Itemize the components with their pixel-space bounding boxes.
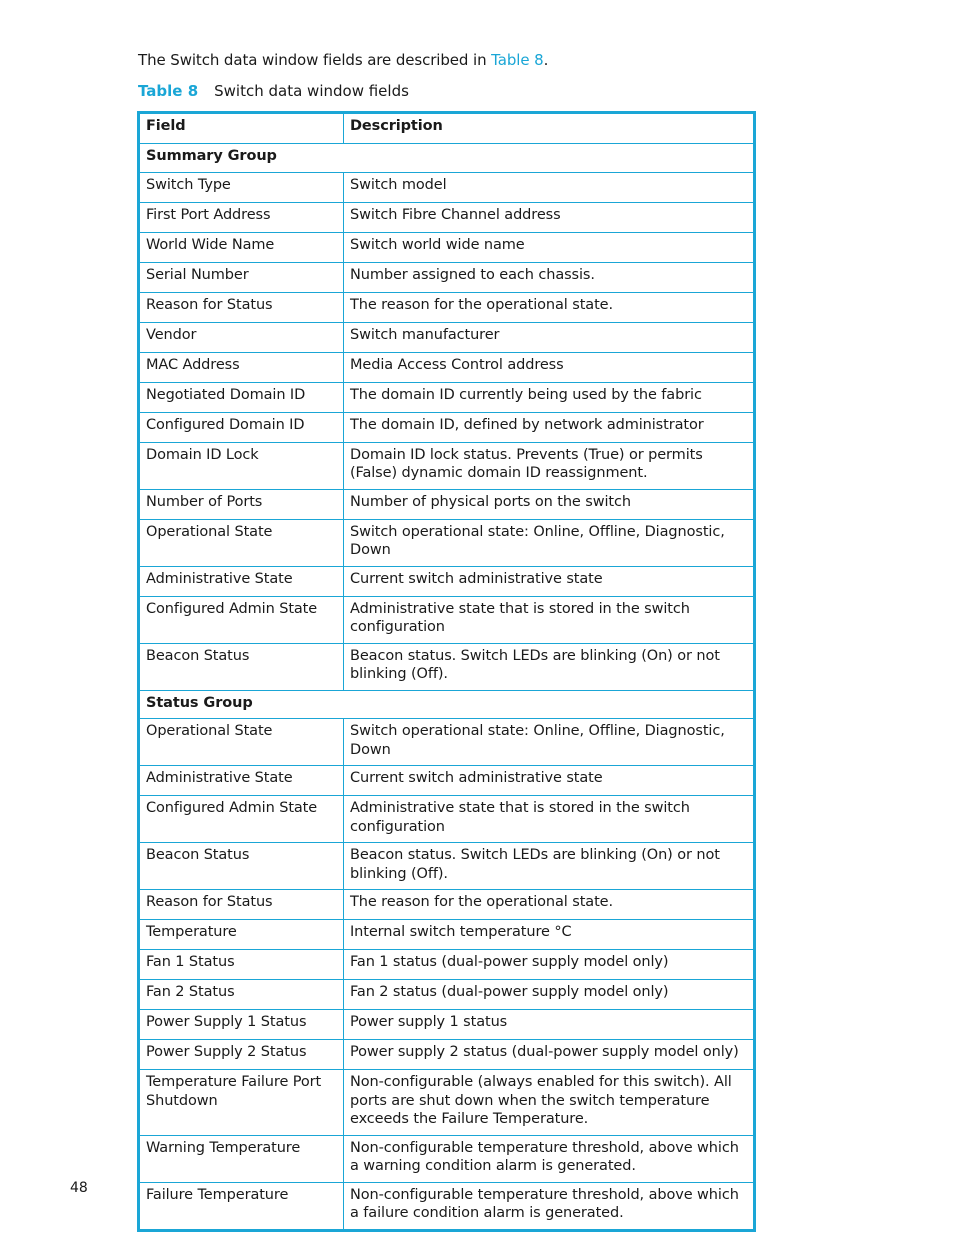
intro-text: The Switch data window fields are described in: [138, 51, 492, 69]
table-row: [139, 890, 755, 920]
table-header-row: [139, 113, 755, 144]
status-group-row: [139, 690, 755, 719]
field-name-cell: Domain ID Lock: [139, 442, 344, 489]
field-description-cell: Non-configurable temperature threshold, above which a failure condition alarm is generated.: [344, 1182, 755, 1230]
table-row: [139, 412, 755, 442]
field-description-cell: Power supply 2 status (dual-power supply model only): [344, 1040, 755, 1070]
switch-fields-table: [137, 111, 756, 1232]
table-row: [139, 920, 755, 950]
field-description-cell: Switch operational state: Online, Offline, Diagnostic, Down: [344, 719, 755, 766]
table-row: [139, 766, 755, 796]
table-row: [139, 382, 755, 412]
page-number: 48: [70, 1180, 88, 1196]
table-row: [139, 1040, 755, 1070]
summary-group-title: Summary Group: [139, 144, 755, 173]
table-caption: [138, 82, 409, 100]
table-row: [139, 796, 755, 843]
table-row: [139, 322, 755, 352]
field-description-cell: The reason for the operational state.: [344, 890, 755, 920]
field-name-cell: Configured Domain ID: [139, 412, 344, 442]
field-description-cell: Power supply 1 status: [344, 1010, 755, 1040]
table-row: [139, 596, 755, 643]
field-name-cell: Administrative State: [139, 566, 344, 596]
field-name-cell: Temperature Failure Port Shutdown: [139, 1070, 344, 1136]
field-name-cell: Vendor: [139, 322, 344, 352]
field-name-cell: Reason for Status: [139, 890, 344, 920]
table-row: [139, 202, 755, 232]
field-name-cell: Beacon Status: [139, 843, 344, 890]
field-description-cell: Domain ID lock status. Prevents (True) or permits (False) dynamic domain ID reassignment.: [344, 442, 755, 489]
table-row: [139, 519, 755, 566]
field-name-cell: Fan 1 Status: [139, 950, 344, 980]
field-name-cell: Operational State: [139, 519, 344, 566]
table-row: [139, 719, 755, 766]
header-field: Field: [139, 113, 344, 144]
field-name-cell: Operational State: [139, 719, 344, 766]
table-row: [139, 262, 755, 292]
field-description-cell: Media Access Control address: [344, 352, 755, 382]
field-description-cell: Fan 2 status (dual-power supply model only): [344, 980, 755, 1010]
field-description-cell: Switch Fibre Channel address: [344, 202, 755, 232]
field-name-cell: Temperature: [139, 920, 344, 950]
table-row: [139, 1135, 755, 1182]
field-name-cell: Reason for Status: [139, 292, 344, 322]
field-description-cell: Switch world wide name: [344, 232, 755, 262]
field-description-cell: Beacon status. Switch LEDs are blinking (On) or not blinking (Off).: [344, 643, 755, 690]
table-row: [139, 566, 755, 596]
field-name-cell: World Wide Name: [139, 232, 344, 262]
field-description-cell: Administrative state that is stored in the switch configuration: [344, 596, 755, 643]
field-name-cell: Fan 2 Status: [139, 980, 344, 1010]
status-group-title: Status Group: [139, 690, 755, 719]
table-row: [139, 172, 755, 202]
field-name-cell: Negotiated Domain ID: [139, 382, 344, 412]
table-row: [139, 980, 755, 1010]
intro-period: .: [543, 51, 549, 69]
summary-group-row: [139, 144, 755, 173]
field-description-cell: Current switch administrative state: [344, 766, 755, 796]
field-description-cell: The domain ID currently being used by the fabric: [344, 382, 755, 412]
table-row: [139, 352, 755, 382]
field-name-cell: Switch Type: [139, 172, 344, 202]
field-name-cell: Number of Ports: [139, 489, 344, 519]
table-row: [139, 950, 755, 980]
field-name-cell: Serial Number: [139, 262, 344, 292]
table-body: [139, 144, 755, 1231]
intro-paragraph: [138, 51, 548, 69]
field-name-cell: Power Supply 2 Status: [139, 1040, 344, 1070]
field-description-cell: Switch operational state: Online, Offline, Diagnostic, Down: [344, 519, 755, 566]
field-name-cell: Administrative State: [139, 766, 344, 796]
field-description-cell: Non-configurable (always enabled for this switch). All ports are shut down when the switch temperature exceeds the Failure Temperature.: [344, 1070, 755, 1136]
field-description-cell: Fan 1 status (dual-power supply model only): [344, 950, 755, 980]
table-row: [139, 489, 755, 519]
field-description-cell: Internal switch temperature °C: [344, 920, 755, 950]
field-description-cell: Non-configurable temperature threshold, above which a warning condition alarm is generated.: [344, 1135, 755, 1182]
table-row: [139, 292, 755, 322]
field-name-cell: First Port Address: [139, 202, 344, 232]
field-name-cell: MAC Address: [139, 352, 344, 382]
table-row: [139, 1070, 755, 1136]
table-title: Switch data window fields: [214, 82, 409, 100]
field-description-cell: The reason for the operational state.: [344, 292, 755, 322]
field-description-cell: Number of physical ports on the switch: [344, 489, 755, 519]
field-name-cell: Warning Temperature: [139, 1135, 344, 1182]
field-description-cell: Beacon status. Switch LEDs are blinking (On) or not blinking (Off).: [344, 843, 755, 890]
table-row: [139, 1182, 755, 1230]
table-row: [139, 843, 755, 890]
table-row: [139, 232, 755, 262]
field-description-cell: The domain ID, defined by network administrator: [344, 412, 755, 442]
field-description-cell: Switch manufacturer: [344, 322, 755, 352]
table-8-link[interactable]: Table 8: [491, 51, 544, 69]
table-row: [139, 643, 755, 690]
field-name-cell: Beacon Status: [139, 643, 344, 690]
field-description-cell: Switch model: [344, 172, 755, 202]
table-row: [139, 442, 755, 489]
field-description-cell: Current switch administrative state: [344, 566, 755, 596]
field-name-cell: Failure Temperature: [139, 1182, 344, 1230]
table-row: [139, 1010, 755, 1040]
table-number: Table 8: [138, 82, 199, 100]
header-description: Description: [344, 113, 755, 144]
field-description-cell: Administrative state that is stored in the switch configuration: [344, 796, 755, 843]
field-name-cell: Configured Admin State: [139, 596, 344, 643]
field-description-cell: Number assigned to each chassis.: [344, 262, 755, 292]
field-name-cell: Power Supply 1 Status: [139, 1010, 344, 1040]
field-name-cell: Configured Admin State: [139, 796, 344, 843]
